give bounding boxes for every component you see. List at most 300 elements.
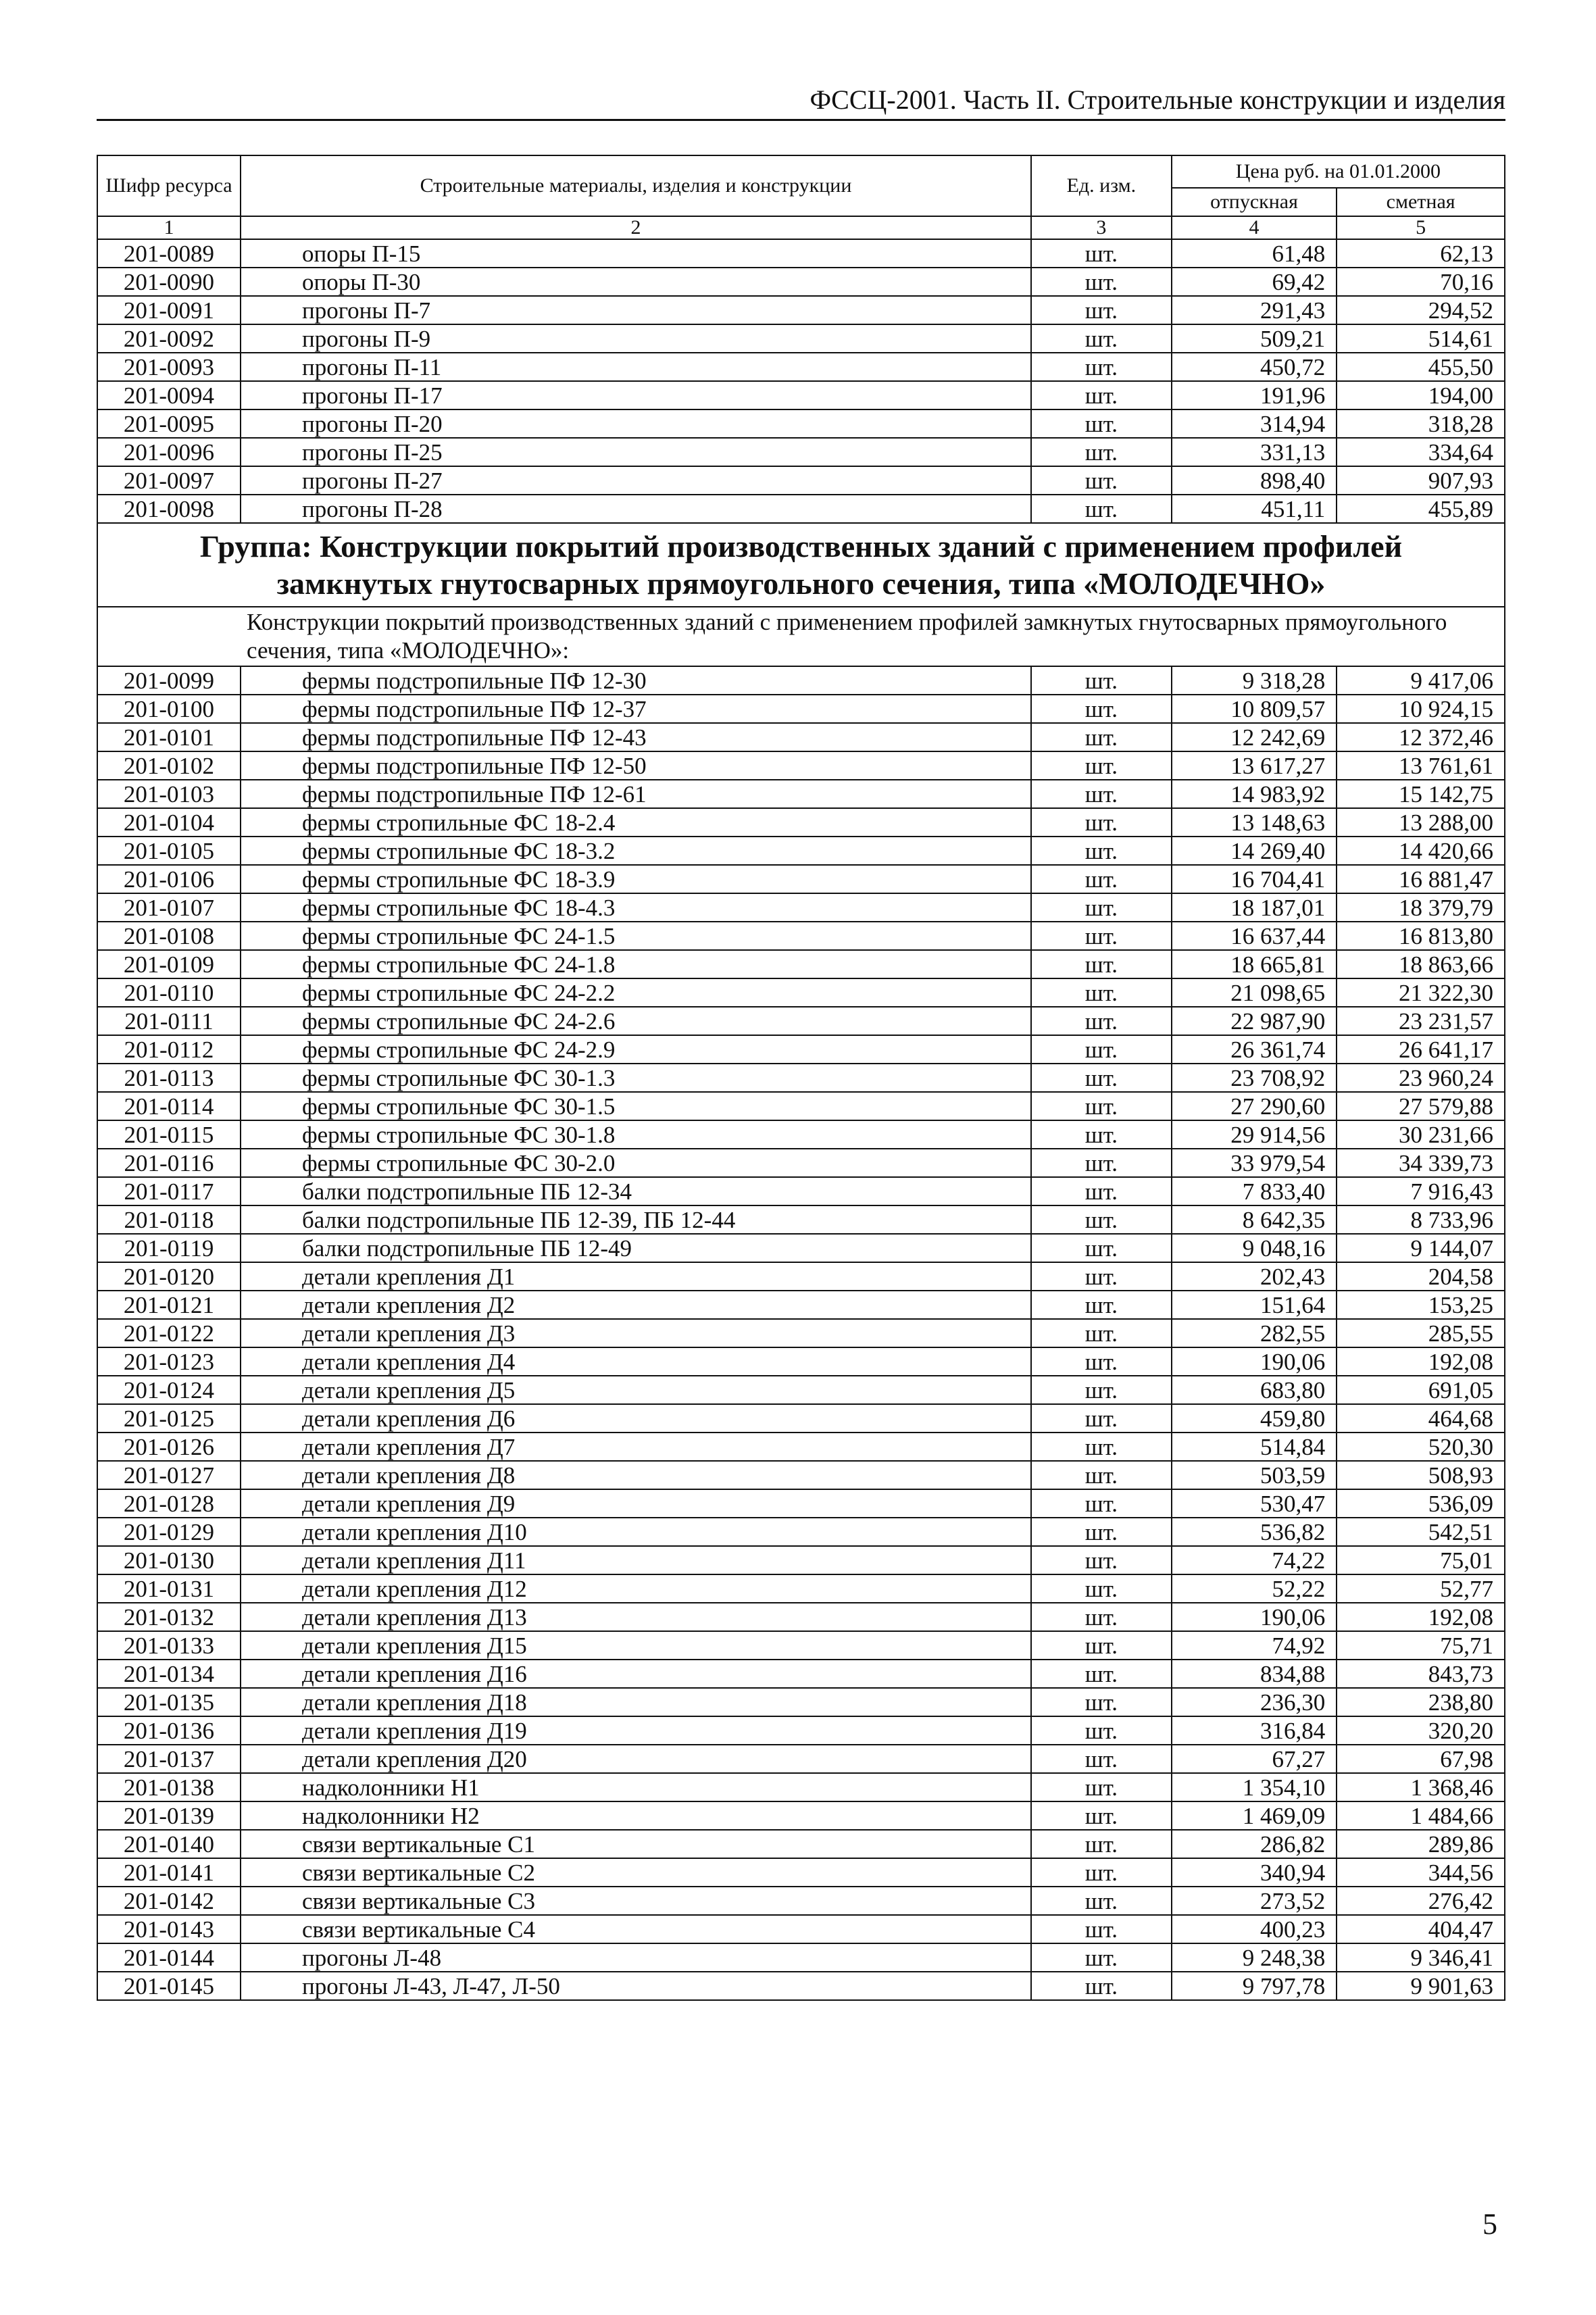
item-name: детали крепления Д13 [241,1603,1031,1631]
item-name: детали крепления Д10 [241,1518,1031,1546]
price-release: 8 642,35 [1172,1205,1337,1234]
running-header [97,81,1505,121]
col-header-price-estimate: сметная [1337,188,1505,216]
table-row [97,1858,1505,1887]
price-estimate: 13 761,61 [1337,751,1505,780]
unit: шт. [1031,865,1172,893]
table-row [97,1319,1505,1347]
unit: шт. [1031,1603,1172,1631]
price-release: 509,21 [1172,324,1337,353]
unit: шт. [1031,1745,1172,1773]
price-estimate: 15 142,75 [1337,780,1505,808]
price-release: 69,42 [1172,268,1337,296]
unit: шт. [1031,751,1172,780]
price-estimate: 320,20 [1337,1716,1505,1745]
table-row [97,780,1505,808]
unit: шт. [1031,1546,1172,1574]
resource-code: 201-0101 [97,723,241,751]
header-title: ФССЦ-2001. Часть II. Строительные конструкции и изделия [809,84,1505,115]
subgroup-row [97,607,1505,666]
table-row [97,1830,1505,1858]
col-number: 5 [1337,216,1505,239]
price-release: 514,84 [1172,1433,1337,1461]
price-release: 236,30 [1172,1688,1337,1716]
table-row [97,1064,1505,1092]
unit: шт. [1031,1149,1172,1177]
unit: шт. [1031,1376,1172,1404]
table-row [97,922,1505,950]
price-estimate: 18 379,79 [1337,893,1505,922]
item-name: прогоны П-9 [241,324,1031,353]
price-release: 1 469,09 [1172,1801,1337,1830]
price-release: 10 809,57 [1172,695,1337,723]
resource-code: 201-0144 [97,1943,241,1972]
price-estimate: 153,25 [1337,1291,1505,1319]
unit: шт. [1031,239,1172,268]
table-row [97,1404,1505,1433]
price-estimate: 843,73 [1337,1660,1505,1688]
item-name: детали крепления Д8 [241,1461,1031,1489]
unit: шт. [1031,296,1172,324]
price-estimate: 21 322,30 [1337,978,1505,1007]
resource-code: 201-0110 [97,978,241,1007]
item-name: прогоны П-27 [241,466,1031,495]
col-header-code: Шифр ресурса [97,155,241,216]
table-row [97,438,1505,466]
resource-code: 201-0094 [97,381,241,409]
table-row [97,751,1505,780]
resource-code: 201-0092 [97,324,241,353]
resource-code: 201-0103 [97,780,241,808]
item-name: прогоны П-17 [241,381,1031,409]
resource-code: 201-0143 [97,1915,241,1943]
resource-code: 201-0089 [97,239,241,268]
resource-code: 201-0108 [97,922,241,950]
unit: шт. [1031,1262,1172,1291]
price-estimate: 520,30 [1337,1433,1505,1461]
item-name: детали крепления Д12 [241,1574,1031,1603]
price-estimate: 67,98 [1337,1745,1505,1773]
price-release: 52,22 [1172,1574,1337,1603]
resource-code: 201-0135 [97,1688,241,1716]
unit: шт. [1031,950,1172,978]
price-estimate: 52,77 [1337,1574,1505,1603]
table-row [97,1234,1505,1262]
table-row [97,1120,1505,1149]
item-name: детали крепления Д19 [241,1716,1031,1745]
price-release: 459,80 [1172,1404,1337,1433]
unit: шт. [1031,1830,1172,1858]
table-row [97,1745,1505,1773]
resource-code: 201-0134 [97,1660,241,1688]
price-estimate: 344,56 [1337,1858,1505,1887]
unit: шт. [1031,1319,1172,1347]
unit: шт. [1031,837,1172,865]
table-row [97,1291,1505,1319]
resource-code: 201-0118 [97,1205,241,1234]
item-name: фермы стропильные ФС 30-1.3 [241,1064,1031,1092]
item-name: связи вертикальные С3 [241,1887,1031,1915]
resource-code: 201-0133 [97,1631,241,1660]
price-estimate: 75,71 [1337,1631,1505,1660]
resource-code: 201-0107 [97,893,241,922]
table-row [97,1007,1505,1035]
unit: шт. [1031,1801,1172,1830]
item-name: фермы стропильные ФС 18-3.2 [241,837,1031,865]
resource-code: 201-0117 [97,1177,241,1205]
unit: шт. [1031,381,1172,409]
price-estimate: 30 231,66 [1337,1120,1505,1149]
item-name: фермы стропильные ФС 24-2.2 [241,978,1031,1007]
price-estimate: 194,00 [1337,381,1505,409]
table-row [97,1546,1505,1574]
resource-code: 201-0136 [97,1716,241,1745]
resource-code: 201-0093 [97,353,241,381]
price-release: 13 148,63 [1172,808,1337,837]
table-row [97,893,1505,922]
table-row [97,409,1505,438]
unit: шт. [1031,1433,1172,1461]
unit: шт. [1031,1660,1172,1688]
resource-code: 201-0123 [97,1347,241,1376]
table-row [97,296,1505,324]
item-name: надколонники Н2 [241,1801,1031,1830]
item-name: опоры П-15 [241,239,1031,268]
price-release: 13 617,27 [1172,751,1337,780]
item-name: детали крепления Д3 [241,1319,1031,1347]
price-release: 834,88 [1172,1660,1337,1688]
unit: шт. [1031,780,1172,808]
unit: шт. [1031,922,1172,950]
item-name: балки подстропильные ПБ 12-49 [241,1234,1031,1262]
price-estimate: 9 144,07 [1337,1234,1505,1262]
unit: шт. [1031,1291,1172,1319]
price-estimate: 23 231,57 [1337,1007,1505,1035]
item-name: фермы стропильные ФС 24-1.5 [241,922,1031,950]
resource-code: 201-0129 [97,1518,241,1546]
table-row [97,466,1505,495]
resource-code: 201-0127 [97,1461,241,1489]
price-estimate: 464,68 [1337,1404,1505,1433]
price-release: 9 248,38 [1172,1943,1337,1972]
price-release: 23 708,92 [1172,1064,1337,1092]
column-number-row [97,216,1505,239]
price-release: 9 797,78 [1172,1972,1337,2000]
price-estimate: 514,61 [1337,324,1505,353]
table-row [97,1376,1505,1404]
table-row [97,1972,1505,2000]
price-release: 74,22 [1172,1546,1337,1574]
price-estimate: 691,05 [1337,1376,1505,1404]
price-estimate: 192,08 [1337,1347,1505,1376]
col-header-price: Цена руб. на 01.01.2000 [1172,155,1505,188]
price-release: 202,43 [1172,1262,1337,1291]
resource-code: 201-0116 [97,1149,241,1177]
table-row [97,666,1505,695]
item-name: прогоны П-20 [241,409,1031,438]
price-release: 1 354,10 [1172,1773,1337,1801]
item-name: детали крепления Д16 [241,1660,1031,1688]
page-number: 5 [1482,2208,1497,2241]
table-row [97,808,1505,837]
table-row [97,1631,1505,1660]
item-name: детали крепления Д1 [241,1262,1031,1291]
unit: шт. [1031,893,1172,922]
table-row [97,1205,1505,1234]
item-name: фермы подстропильные ПФ 12-30 [241,666,1031,695]
resource-code: 201-0121 [97,1291,241,1319]
col-number: 1 [97,216,241,239]
price-release: 27 290,60 [1172,1092,1337,1120]
resource-code: 201-0119 [97,1234,241,1262]
unit: шт. [1031,495,1172,523]
unit: шт. [1031,666,1172,695]
resource-code: 201-0120 [97,1262,241,1291]
table-row [97,1915,1505,1943]
price-estimate: 455,50 [1337,353,1505,381]
unit: шт. [1031,1461,1172,1489]
price-release: 530,47 [1172,1489,1337,1518]
resource-code: 201-0114 [97,1092,241,1120]
price-release: 503,59 [1172,1461,1337,1489]
price-estimate: 192,08 [1337,1603,1505,1631]
item-name: прогоны П-7 [241,296,1031,324]
col-header-price-release: отпускная [1172,188,1337,216]
price-estimate: 276,42 [1337,1887,1505,1915]
resource-code: 201-0128 [97,1489,241,1518]
resource-code: 201-0137 [97,1745,241,1773]
unit: шт. [1031,1858,1172,1887]
table-row [97,1943,1505,1972]
price-estimate: 8 733,96 [1337,1205,1505,1234]
item-name: фермы стропильные ФС 24-2.6 [241,1007,1031,1035]
resource-code: 201-0125 [97,1404,241,1433]
unit: шт. [1031,324,1172,353]
table-row [97,723,1505,751]
unit: шт. [1031,1489,1172,1518]
table-row [97,1801,1505,1830]
resource-code: 201-0139 [97,1801,241,1830]
table-row [97,695,1505,723]
unit: шт. [1031,723,1172,751]
price-release: 67,27 [1172,1745,1337,1773]
resource-code: 201-0112 [97,1035,241,1064]
unit: шт. [1031,1915,1172,1943]
item-name: прогоны П-28 [241,495,1031,523]
resource-code: 201-0115 [97,1120,241,1149]
item-name: фермы подстропильные ПФ 12-37 [241,695,1031,723]
resource-code: 201-0124 [97,1376,241,1404]
group-row [97,523,1505,607]
item-name: детали крепления Д2 [241,1291,1031,1319]
price-release: 26 361,74 [1172,1035,1337,1064]
unit: шт. [1031,1092,1172,1120]
price-release: 16 704,41 [1172,865,1337,893]
item-name: фермы подстропильные ПФ 12-61 [241,780,1031,808]
price-estimate: 542,51 [1337,1518,1505,1546]
item-name: детали крепления Д9 [241,1489,1031,1518]
price-release: 74,92 [1172,1631,1337,1660]
price-table [97,155,1505,2001]
resource-code: 201-0100 [97,695,241,723]
item-name: прогоны Л-43, Л-47, Л-50 [241,1972,1031,2000]
price-release: 22 987,90 [1172,1007,1337,1035]
resource-code: 201-0142 [97,1887,241,1915]
table-row [97,239,1505,268]
table-row [97,950,1505,978]
price-release: 314,94 [1172,409,1337,438]
price-estimate: 27 579,88 [1337,1092,1505,1120]
unit: шт. [1031,1631,1172,1660]
price-estimate: 1 484,66 [1337,1801,1505,1830]
resource-code: 201-0132 [97,1603,241,1631]
price-release: 291,43 [1172,296,1337,324]
item-name: детали крепления Д7 [241,1433,1031,1461]
table-row [97,1035,1505,1064]
unit: шт. [1031,268,1172,296]
resource-code: 201-0109 [97,950,241,978]
table-row [97,1092,1505,1120]
price-estimate: 404,47 [1337,1915,1505,1943]
subgroup-title: Конструкции покрытий производственных зданий с применением профилей замкнутых гнутосварных прямоугольного сечения, типа «МОЛОДЕЧНО»: [97,607,1505,666]
unit: шт. [1031,808,1172,837]
price-estimate: 10 924,15 [1337,695,1505,723]
resource-code: 201-0111 [97,1007,241,1035]
price-estimate: 75,01 [1337,1546,1505,1574]
item-name: надколонники Н1 [241,1773,1031,1801]
unit: шт. [1031,1773,1172,1801]
table-row [97,353,1505,381]
item-name: детали крепления Д6 [241,1404,1031,1433]
item-name: фермы стропильные ФС 18-3.9 [241,865,1031,893]
price-release: 282,55 [1172,1319,1337,1347]
resource-code: 201-0140 [97,1830,241,1858]
price-estimate: 16 813,80 [1337,922,1505,950]
price-release: 286,82 [1172,1830,1337,1858]
price-estimate: 14 420,66 [1337,837,1505,865]
item-name: фермы стропильные ФС 30-2.0 [241,1149,1031,1177]
price-release: 29 914,56 [1172,1120,1337,1149]
item-name: фермы стропильные ФС 30-1.5 [241,1092,1031,1120]
price-release: 191,96 [1172,381,1337,409]
price-release: 14 983,92 [1172,780,1337,808]
price-release: 190,06 [1172,1603,1337,1631]
resource-code: 201-0122 [97,1319,241,1347]
unit: шт. [1031,438,1172,466]
resource-code: 201-0126 [97,1433,241,1461]
unit: шт. [1031,466,1172,495]
item-name: связи вертикальные С4 [241,1915,1031,1943]
price-release: 898,40 [1172,466,1337,495]
unit: шт. [1031,978,1172,1007]
col-header-unit: Ед. изм. [1031,155,1172,216]
price-estimate: 294,52 [1337,296,1505,324]
table-body-group [97,666,1505,2000]
group-title: Группа: Конструкции покрытий производственных зданий с применением профилей замкнутых гнутосварных прямоугольного сечения, типа «МОЛОДЕЧНО» [97,523,1505,607]
table-header [97,155,1505,239]
resource-code: 201-0104 [97,808,241,837]
item-name: прогоны П-25 [241,438,1031,466]
resource-code: 201-0096 [97,438,241,466]
item-name: связи вертикальные С1 [241,1830,1031,1858]
table-row [97,978,1505,1007]
table-body-top [97,239,1505,523]
unit: шт. [1031,1205,1172,1234]
item-name: фермы стропильные ФС 18-2.4 [241,808,1031,837]
table-row [97,1660,1505,1688]
price-estimate: 285,55 [1337,1319,1505,1347]
resource-code: 201-0090 [97,268,241,296]
price-estimate: 9 901,63 [1337,1972,1505,2000]
price-estimate: 536,09 [1337,1489,1505,1518]
resource-code: 201-0130 [97,1546,241,1574]
resource-code: 201-0098 [97,495,241,523]
unit: шт. [1031,1688,1172,1716]
price-release: 151,64 [1172,1291,1337,1319]
price-release: 61,48 [1172,239,1337,268]
resource-code: 201-0141 [97,1858,241,1887]
table-row [97,1461,1505,1489]
price-release: 18 665,81 [1172,950,1337,978]
table-row [97,1518,1505,1546]
item-name: детали крепления Д18 [241,1688,1031,1716]
unit: шт. [1031,409,1172,438]
price-release: 331,13 [1172,438,1337,466]
price-estimate: 238,80 [1337,1688,1505,1716]
col-number: 4 [1172,216,1337,239]
price-release: 190,06 [1172,1347,1337,1376]
table-row [97,837,1505,865]
price-estimate: 16 881,47 [1337,865,1505,893]
unit: шт. [1031,1404,1172,1433]
item-name: фермы стропильные ФС 24-1.8 [241,950,1031,978]
unit: шт. [1031,1177,1172,1205]
price-estimate: 9 417,06 [1337,666,1505,695]
table-row [97,324,1505,353]
table-row [97,495,1505,523]
col-number: 3 [1031,216,1172,239]
item-name: детали крепления Д4 [241,1347,1031,1376]
unit: шт. [1031,1972,1172,2000]
price-estimate: 13 288,00 [1337,808,1505,837]
table-row [97,1574,1505,1603]
price-release: 536,82 [1172,1518,1337,1546]
price-estimate: 9 346,41 [1337,1943,1505,1972]
price-release: 683,80 [1172,1376,1337,1404]
price-estimate: 18 863,66 [1337,950,1505,978]
resource-code: 201-0097 [97,466,241,495]
table-row [97,1887,1505,1915]
table-row [97,268,1505,296]
unit: шт. [1031,695,1172,723]
item-name: фермы стропильные ФС 30-1.8 [241,1120,1031,1149]
item-name: фермы стропильные ФС 24-2.9 [241,1035,1031,1064]
resource-code: 201-0099 [97,666,241,695]
col-number: 2 [241,216,1031,239]
resource-code: 201-0145 [97,1972,241,2000]
resource-code: 201-0131 [97,1574,241,1603]
price-release: 273,52 [1172,1887,1337,1915]
table-row [97,1688,1505,1716]
price-release: 9 318,28 [1172,666,1337,695]
price-estimate: 62,13 [1337,239,1505,268]
resource-code: 201-0113 [97,1064,241,1092]
table-row [97,1177,1505,1205]
resource-code: 201-0105 [97,837,241,865]
price-estimate: 12 372,46 [1337,723,1505,751]
item-name: прогоны Л-48 [241,1943,1031,1972]
table-row [97,1773,1505,1801]
